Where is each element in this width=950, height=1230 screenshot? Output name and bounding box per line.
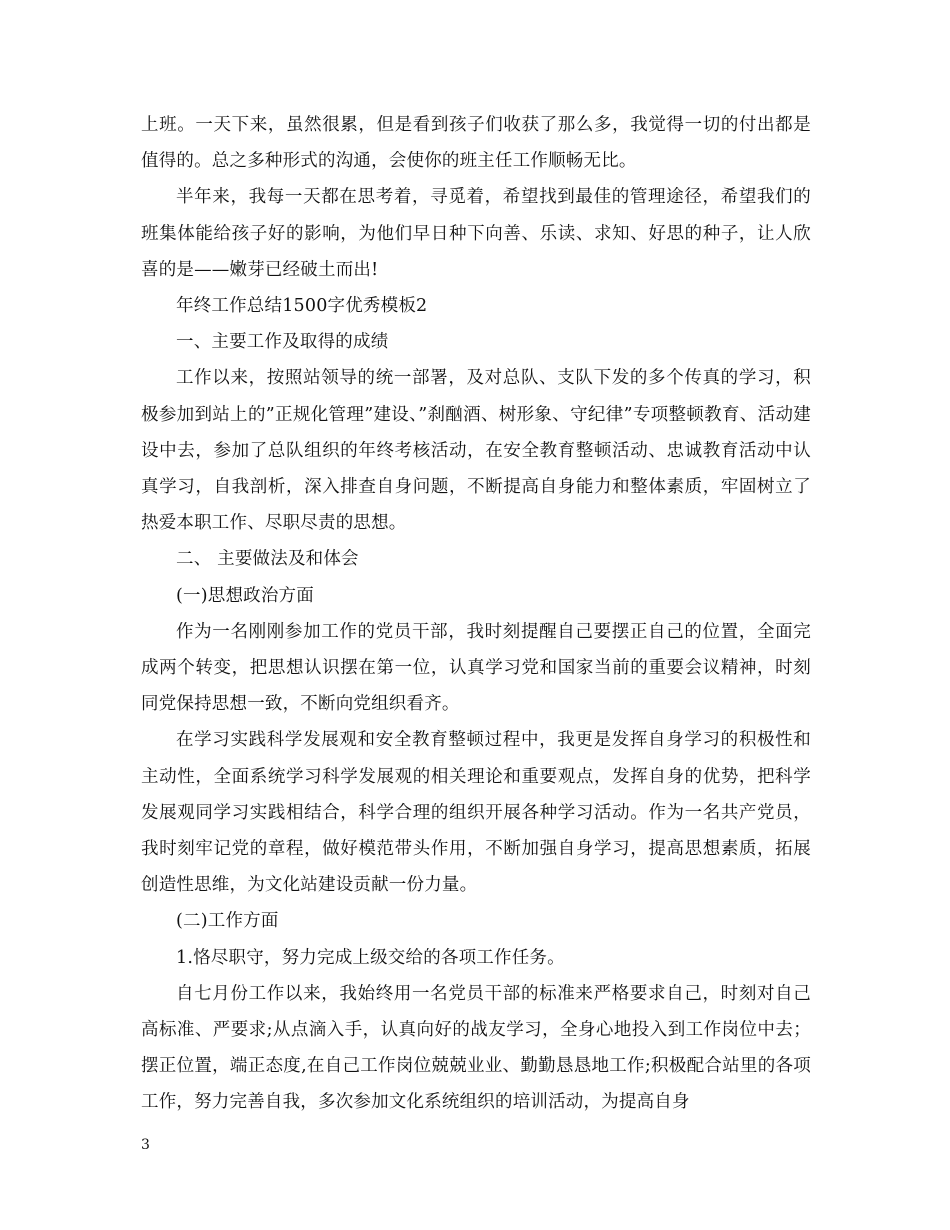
section-heading: 二、 主要做法及和体会 — [176, 549, 359, 570]
paragraph: 上班。一天下来，虽然很累，但是看到孩子们收获了那么多，我觉得一切的付出都是值得的。总之多种形式的沟通，会使你的班主任工作顺畅无比。 — [141, 115, 811, 172]
section-heading: 一、主要工作及取得的成绩 — [176, 332, 389, 353]
document-body — [141, 107, 811, 1121]
paragraph: 自七月份工作以来，我始终用一名党员干部的标准来严格要求自己，时刻对自己高标准、严要求;从点滴入手，认真向好的战友学习，全身心地投入到工作岗位中去；摆正位置，端正态度,在自己工作岗位兢兢业业、勤勤恳恳地工作;积极配合站里的各项工作，努力完善自我，多次参加文化系统组织的培训活动，为提高自身 — [141, 983, 811, 1113]
subsection-heading: (二)工作方面 — [176, 911, 279, 932]
paragraph: 在学习实践科学发展观和安全教育整顿过程中，我更是发挥自身学习的积极性和主动性，全面系统学习科学发展观的相关理论和重要观点，发挥自身的优势，把科学发展观同学习实践相结合，科学合理的组织开展各种学习活动。作为一名共产党员，我时刻牢记党的章程，做好模范带头作用，不断加强自身学习，提高思想素质，拓展创造性思维，为文化站建设贡献一份力量。 — [141, 730, 811, 896]
subsection-heading: (一)思想政治方面 — [176, 585, 314, 606]
list-item-heading: 1.恪尽职守，努力完成上级交给的各项工作任务。 — [176, 947, 565, 968]
paragraph: 半年来，我每一天都在思考着，寻觅着，希望找到最佳的管理途径，希望我们的班集体能给孩子好的影响，为他们早日种下向善、乐读、求知、好思的种子，让人欣喜的是——嫩芽已经破土而出! — [141, 187, 811, 280]
page-number: 3 — [141, 1137, 150, 1153]
paragraph: 工作以来，按照站领导的统一部署，及对总队、支队下发的多个传真的学习，积极参加到站上的”正规化管理”建设、”刹酗酒、树形象、守纪律”专项整顿教育、活动建设中去，参加了总队组织的年终考核活动，在安全教育整顿活动、忠诚教育活动中认真学习，自我剖析，深入排查自身问题，不断提高自身能力和整体素质，牢固树立了热爱本职工作、尽职尽责的思想。 — [141, 368, 811, 534]
paragraph: 作为一名刚刚参加工作的党员干部，我时刻提醒自己要摆正自己的位置，全面完成两个转变，把思想认识摆在第一位，认真学习党和国家当前的重要会议精神，时刻同党保持思想一致，不断向党组织看齐。 — [141, 621, 811, 715]
section-title: 年终工作总结1500字优秀模板2 — [176, 296, 428, 317]
